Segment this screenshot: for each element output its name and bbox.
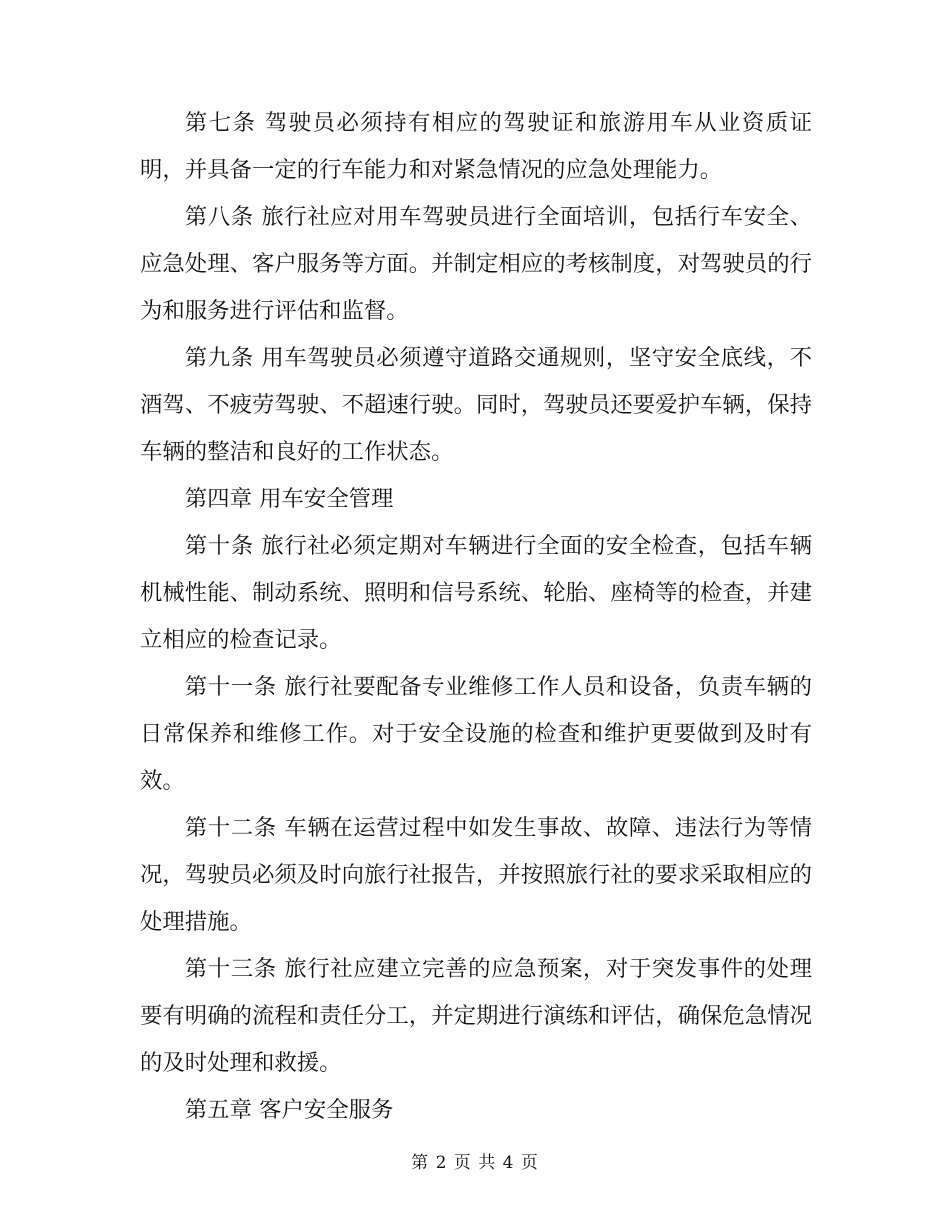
article-9-paragraph: 第九条 用车驾驶员必须遵守道路交通规则，坚守安全底线，不酒驾、不疲劳驾驶、不超速行驶。同时，驾驶员还要爱护车辆，保持车辆的整洁和良好的工作状态。 [140, 345, 812, 465]
article-12-paragraph: 第十二条 车辆在运营过程中如发生事故、故障、违法行为等情况，驾驶员必须及时向旅行社报告，并按照旅行社的要求采取相应的处理措施。 [140, 815, 812, 935]
article-7-paragraph: 第七条 驾驶员必须持有相应的驾驶证和旅游用车从业资质证明，并具备一定的行车能力和对紧急情况的应急处理能力。 [140, 110, 812, 183]
article-8-paragraph: 第八条 旅行社应对用车驾驶员进行全面培训，包括行车安全、应急处理、客户服务等方面。并制定相应的考核制度，对驾驶员的行为和服务进行评估和监督。 [140, 204, 812, 324]
page-footer [0, 1148, 950, 1173]
chapter-4-heading: 第四章 用车安全管理 [184, 486, 394, 512]
page-number-label: 第 2 页 共 4 页 [411, 1153, 539, 1173]
article-10-paragraph: 第十条 旅行社必须定期对车辆进行全面的安全检查，包括车辆机械性能、制动系统、照明和信号系统、轮胎、座椅等的检查，并建立相应的检查记录。 [140, 533, 812, 653]
article-11-paragraph: 第十一条 旅行社要配备专业维修工作人员和设备，负责车辆的日常保养和维修工作。对于安全设施的检查和维护更要做到及时有效。 [140, 674, 812, 794]
chapter-5-heading: 第五章 客户安全服务 [184, 1097, 394, 1123]
document-body [140, 100, 812, 1134]
article-13-paragraph: 第十三条 旅行社应建立完善的应急预案，对于突发事件的处理要有明确的流程和责任分工，并定期进行演练和评估，确保危急情况的及时处理和救援。 [140, 956, 812, 1076]
